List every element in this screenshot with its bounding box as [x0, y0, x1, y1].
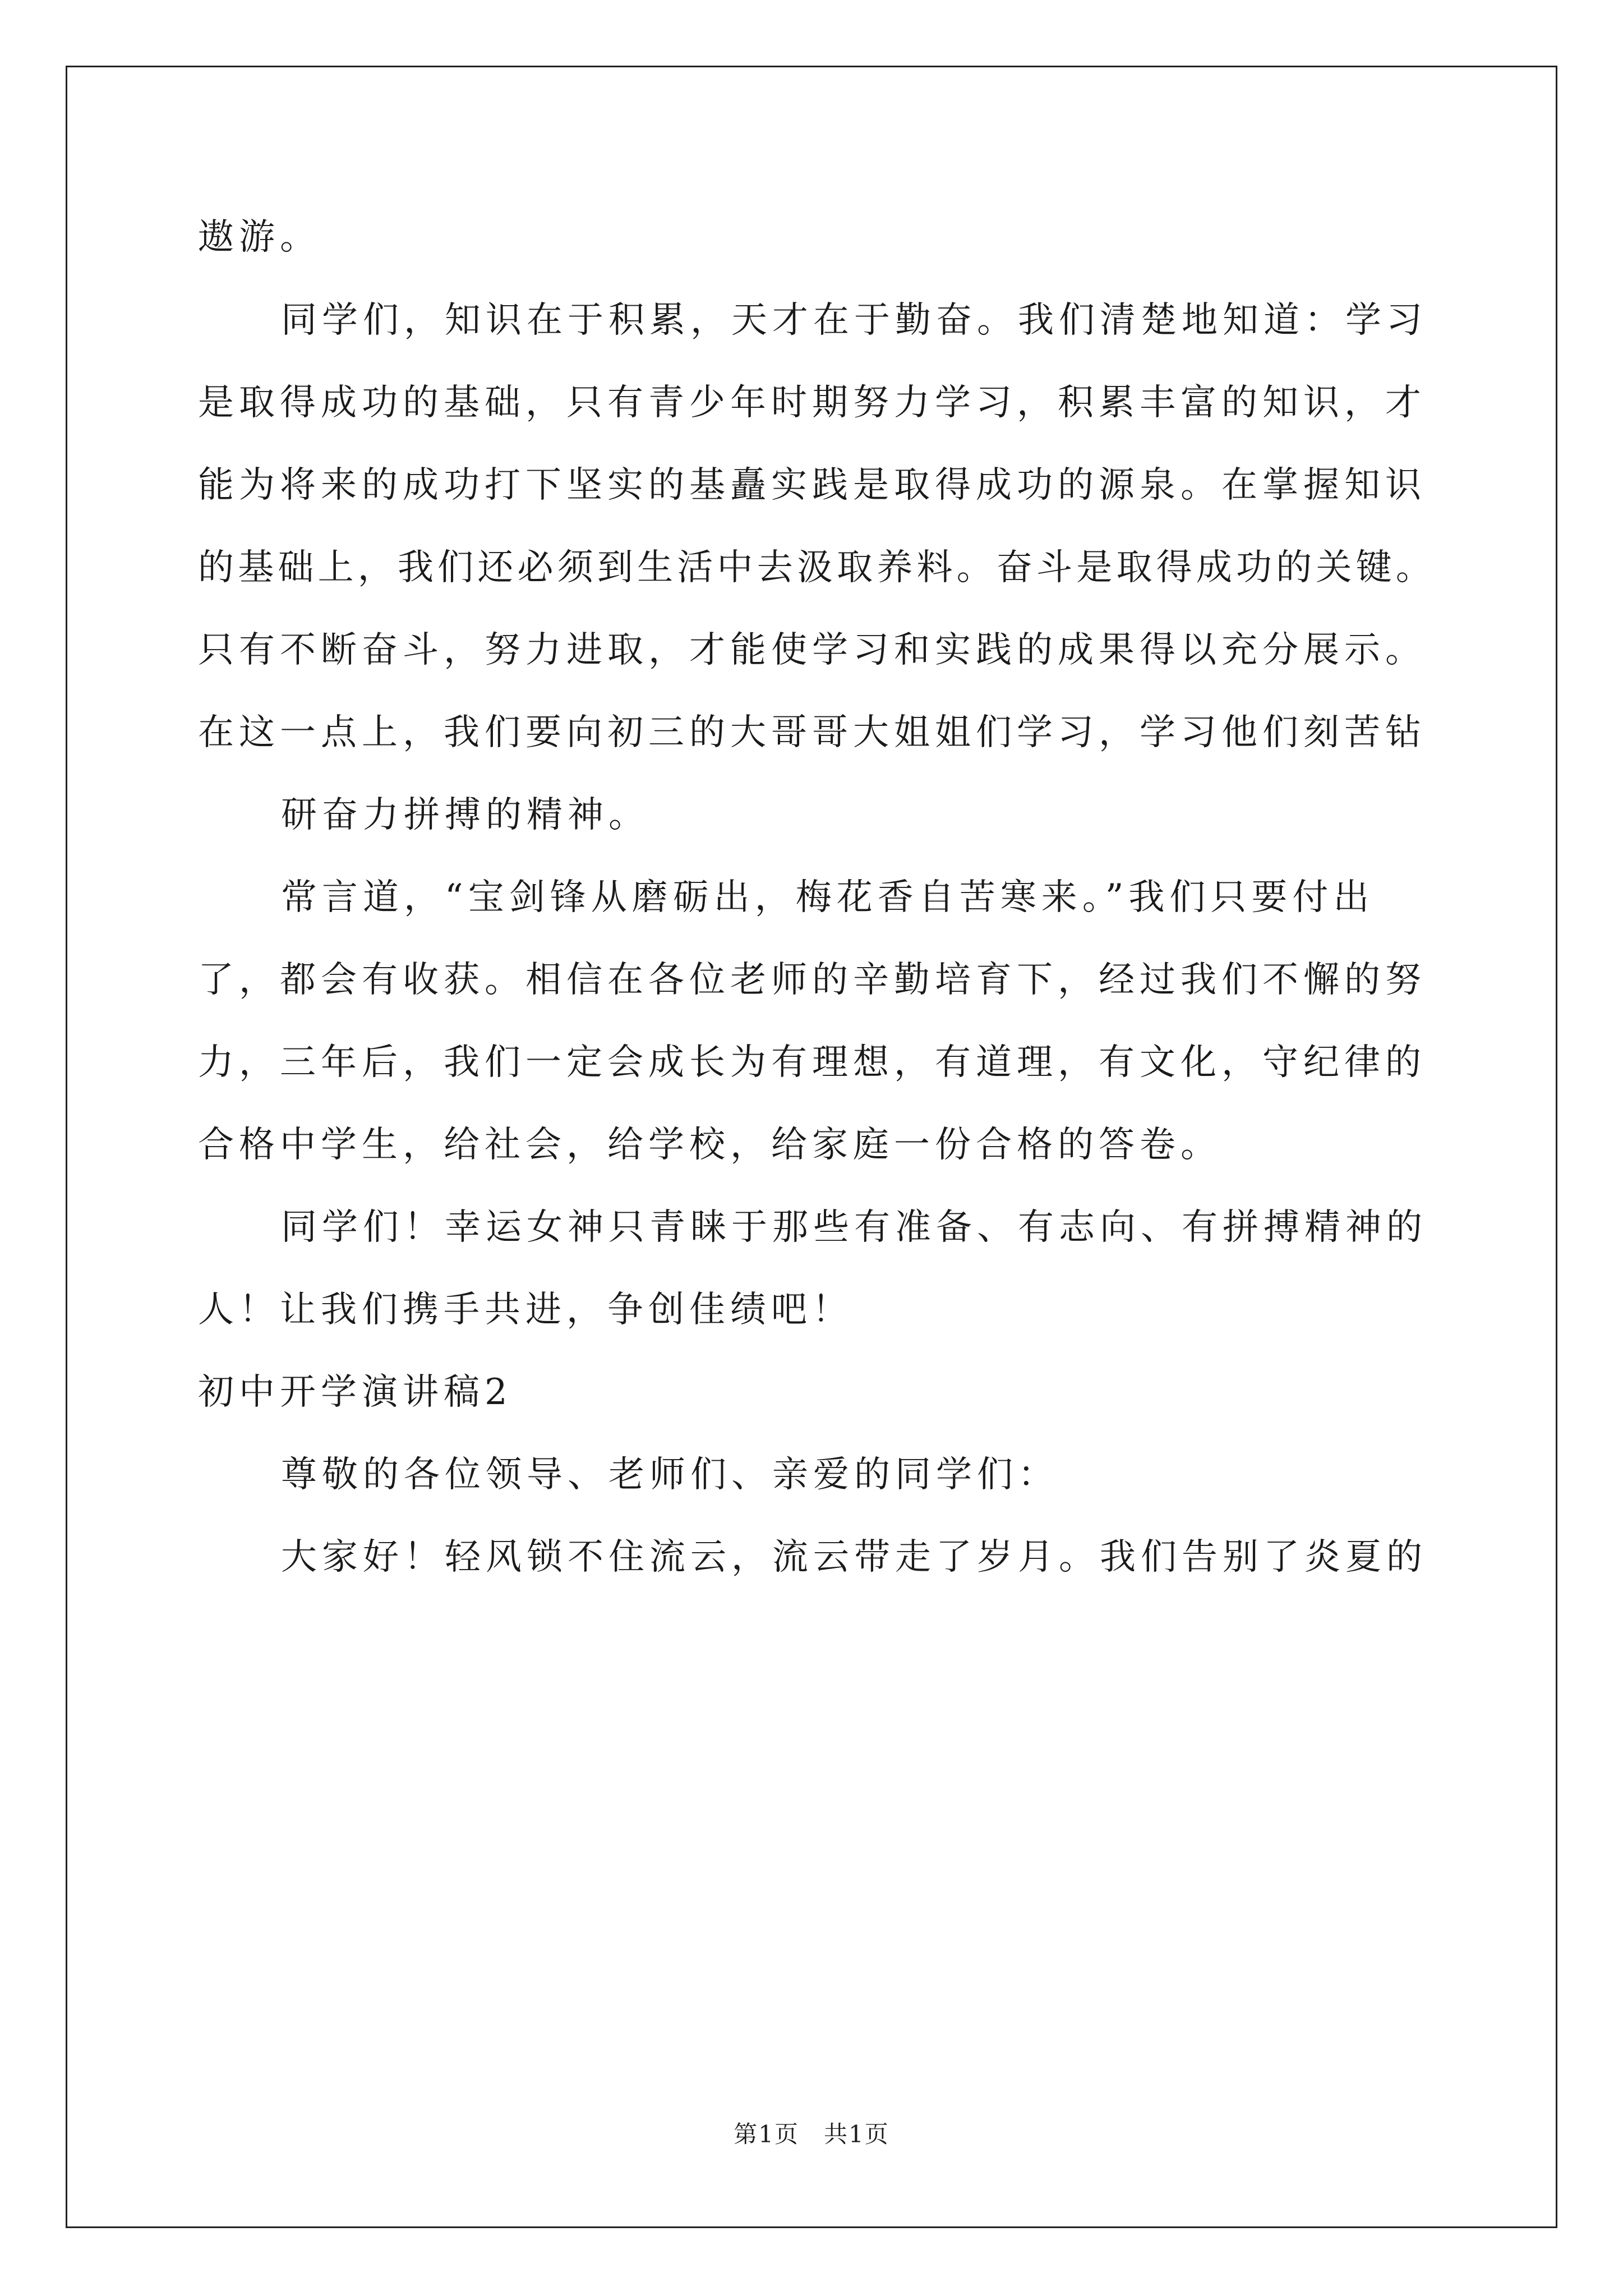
section-heading: 初中开学演讲稿2: [198, 1372, 513, 1413]
text-line: 力，三年后，我们一定会成长为有理想，有道理，有文化，守纪律的: [198, 1042, 1426, 1083]
text-line: 尊敬的各位领导、老师们、亲爱的同学们：: [281, 1454, 1059, 1496]
text-line: 大家好！轻风锁不住流云，流云带走了岁月。我们告别了炎夏的: [281, 1536, 1427, 1578]
text-line: 同学们，知识在于积累，天才在于勤奋。我们清楚地知道：学习: [281, 300, 1427, 341]
page-footer: 第1页 共1页: [734, 2120, 889, 2148]
text-line: 了，都会有收获。相信在各位老师的辛勤培育下，经过我们不懈的努: [198, 959, 1426, 1001]
text-line: 合格中学生，给社会，给学校，给家庭一份合格的答卷。: [198, 1124, 1221, 1166]
text-line: 研奋力拼搏的精神。: [281, 794, 649, 836]
text-line: 同学们！幸运女神只青睐于那些有准备、有志向、有拼搏精神的: [281, 1207, 1427, 1248]
text-line: 只有不断奋斗，努力进取，才能使学习和实践的成果得以充分展示。: [198, 629, 1426, 671]
text-line: 常言道，“宝剑锋从磨砺出，梅花香自苦寒来。”我们只要付出: [281, 877, 1375, 918]
text-line: 是取得成功的基础，只有青少年时期努力学习，积累丰富的知识，才: [198, 382, 1426, 424]
text-line: 遨游。: [198, 217, 321, 258]
text-line: 在这一点上，我们要向初三的大哥哥大姐姐们学习，学习他们刻苦钻: [198, 712, 1426, 753]
text-line: 的基础上，我们还必须到生活中去汲取养料。奋斗是取得成功的关键。: [198, 547, 1436, 588]
text-line: 能为将来的成功打下坚实的基矗实践是取得成功的源泉。在掌握知识: [198, 464, 1426, 506]
text-line: 人！让我们携手共进，争创佳绩吧！: [198, 1289, 853, 1331]
